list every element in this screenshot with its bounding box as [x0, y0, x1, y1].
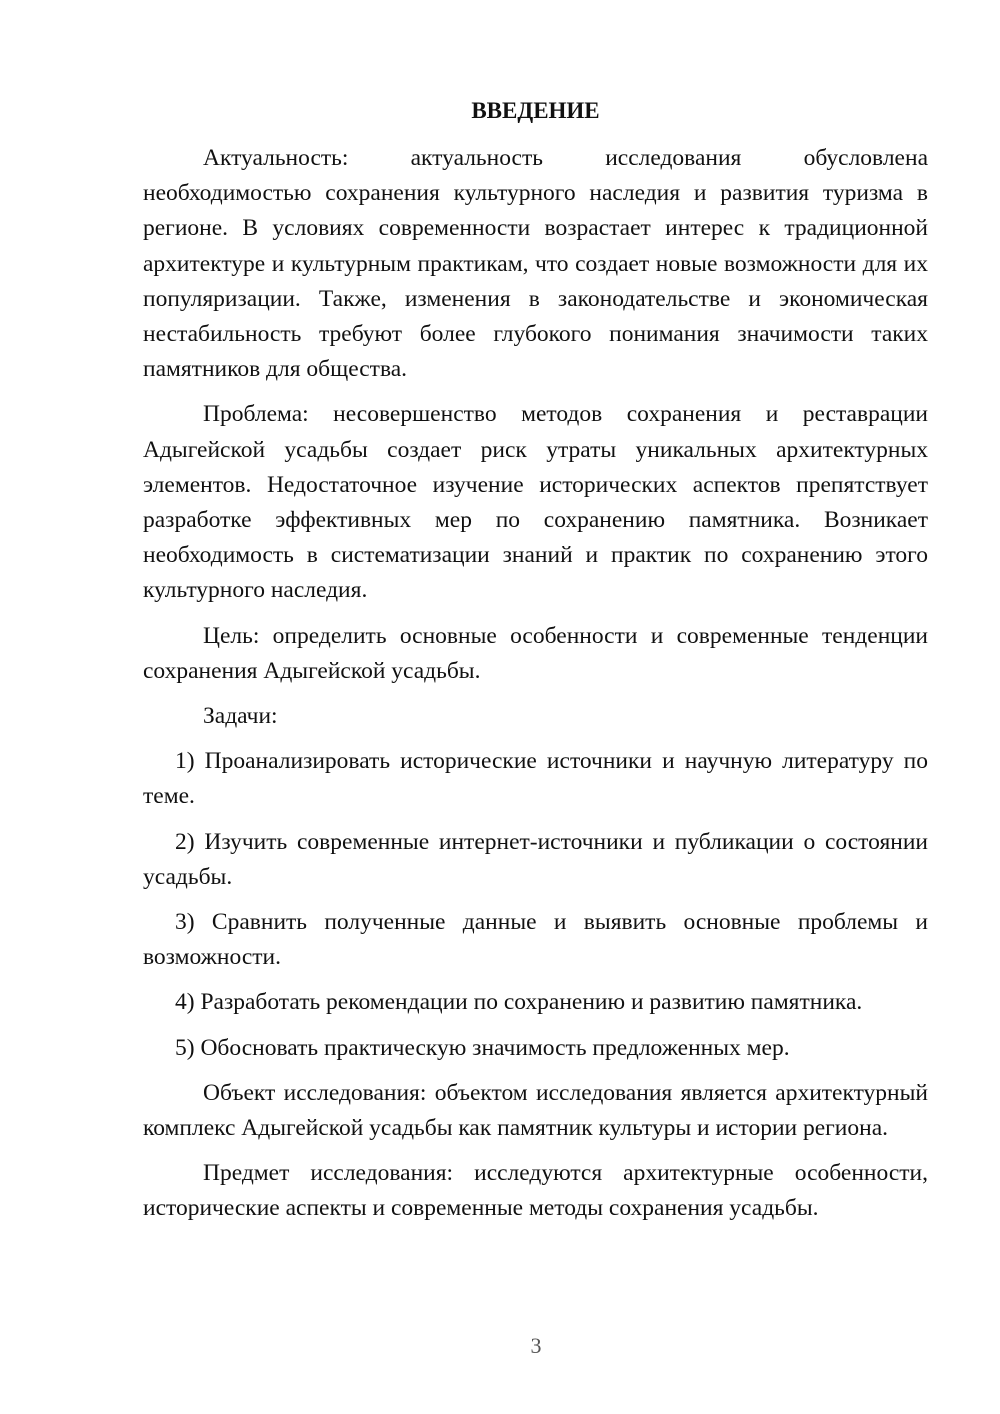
tasks-heading: Задачи: [203, 703, 278, 730]
page-body [143, 94, 928, 1237]
paragraph-object: Объект исследования: объектом исследования является архитектурный комплекс Адыгейской усадьбы как памятник культуры и истории региона. [143, 1079, 928, 1142]
paragraph-goal: Цель: определить основные особенности и современные тенденции сохранения Адыгейской усадьбы. [143, 622, 928, 684]
task-item: 3) Сравнить полученные данные и выявить основные проблемы и возможности. [143, 909, 928, 971]
page-number: 3 [530, 1333, 542, 1358]
task-item: 5) Обосновать практическую значимость предложенных мер. [175, 1034, 790, 1061]
task-item: 1) Проанализировать исторические источники и научную литературу по теме. [143, 748, 928, 810]
paragraph-relevance: Актуальность: актуальность исследования обусловлена необходимостью сохранения культурного наследия и развития туризма в регионе. В условиях современности возрастает интерес к традиционной архитектуре и культурным практикам, что создает новые возможности для их популяризации. Также, изменения в законодательстве и экономическая нестабильность требуют более глубокого понимания значимости таких памятников для общества. [143, 145, 928, 383]
paragraph-problem: Проблема: несовершенство методов сохранения и реставрации Адыгейской усадьбы создает риск утраты уникальных архитектурных элементов. Недостаточное изучение исторических аспектов препятствует разработке эффективных мер по сохранению памятника. Возникает необходимость в систематизации знаний и практик по сохранению этого культурного наследия. [143, 401, 928, 604]
paragraph-subject: Предмет исследования: исследуются архитектурные особенности, исторические аспекты и современные методы сохранения усадьбы. [143, 1160, 928, 1222]
page-title: ВВЕДЕНИЕ [471, 98, 600, 123]
task-item: 2) Изучить современные интернет-источники и публикации о состоянии усадьбы. [143, 828, 928, 890]
task-item: 4) Разработать рекомендации по сохранению и развитию памятника. [175, 989, 863, 1016]
